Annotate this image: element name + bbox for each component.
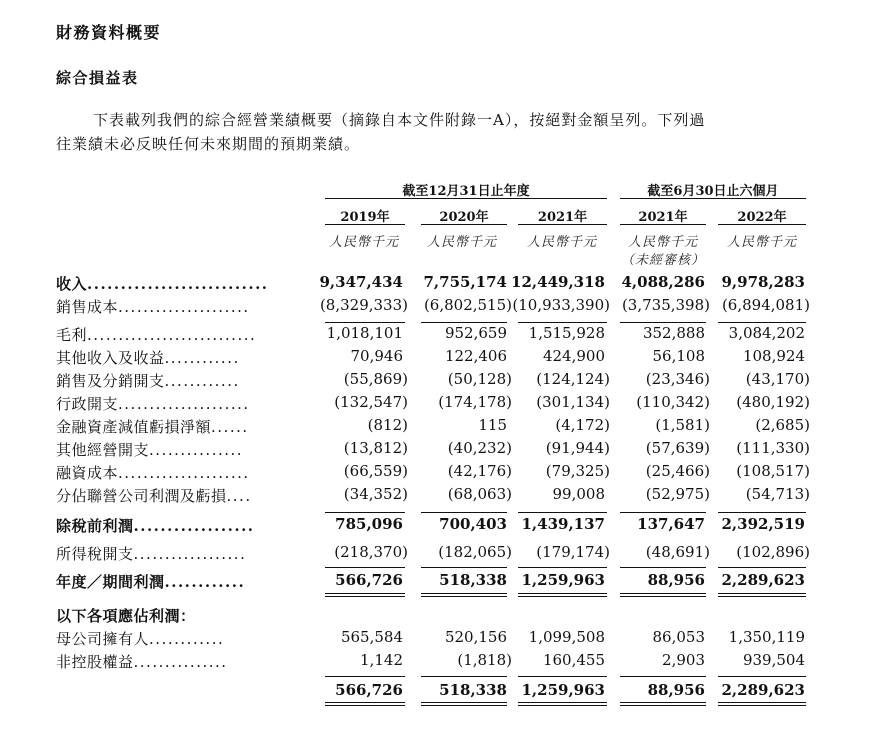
table-cell: 160,455 <box>542 651 605 669</box>
table-cell: (54,713) <box>745 485 810 503</box>
subtotal-rule <box>718 322 806 323</box>
row-label-text: 其他經營開支 <box>56 441 150 459</box>
group-header-halfyear-rule <box>620 198 806 199</box>
group-header-halfyear: 截至6月30日止六個月 <box>647 184 779 199</box>
table-row <box>56 273 816 295</box>
table-row <box>56 485 816 507</box>
table-row <box>56 439 816 461</box>
row-label <box>56 393 306 414</box>
row-label-text: 分佔聯營公司利潤及虧損 <box>56 487 227 505</box>
table-row <box>56 605 816 627</box>
subtotal-rule <box>325 676 405 677</box>
total-double-rule <box>421 593 507 597</box>
table-cell: (3,735,398) <box>621 296 710 314</box>
unit-label: 人民幣千元 <box>526 235 597 250</box>
total-double-rule <box>421 702 507 706</box>
table-cell: (301,134) <box>536 393 610 411</box>
row-label-text: 行政開支 <box>56 395 119 413</box>
table-row <box>56 296 816 318</box>
table-row <box>56 370 816 392</box>
table-cell: (812) <box>367 416 408 434</box>
table-cell: (25,466) <box>645 462 710 480</box>
table-cell: 2,903 <box>662 651 705 669</box>
table-cell: 9,347,434 <box>319 273 403 291</box>
subtotal-rule <box>518 322 607 323</box>
table-cell: 115 <box>478 416 507 434</box>
table-cell: 352,888 <box>642 324 705 342</box>
table-cell: 952,659 <box>444 324 507 342</box>
table-cell: (1,581) <box>655 416 710 434</box>
total-double-rule <box>620 702 706 706</box>
table-cell: 3,084,202 <box>728 324 805 342</box>
table-cell: 424,900 <box>542 347 605 365</box>
year-rule <box>620 224 706 225</box>
table-cell: (43,170) <box>745 370 810 388</box>
total-double-rule <box>325 702 405 706</box>
table-cell: (40,232) <box>447 439 512 457</box>
subtotal-rule <box>421 676 507 677</box>
table-cell: 122,406 <box>444 347 507 365</box>
table-cell: 1,515,928 <box>528 324 605 342</box>
table-cell: (52,975) <box>645 485 710 503</box>
table-cell: (4,172) <box>555 416 610 434</box>
leader-dots: .................. <box>133 545 247 563</box>
row-label <box>56 324 306 345</box>
subtotal-rule <box>620 567 706 568</box>
leader-dots: ............ <box>149 630 225 648</box>
table-cell: (91,944) <box>545 439 610 457</box>
table-row <box>56 462 816 484</box>
table-cell: 56,108 <box>652 347 705 365</box>
year-header-2022-h1: 2022年 <box>737 210 787 225</box>
leader-dots: ...... <box>211 418 249 436</box>
year-header-2019: 2019年 <box>340 210 390 225</box>
table-cell: 88,956 <box>647 571 705 589</box>
leader-dots: ............ <box>164 349 240 367</box>
subtotal-rule <box>620 676 706 677</box>
table-cell: 86,053 <box>652 628 705 646</box>
table-cell: 566,726 <box>335 571 403 589</box>
table-cell: (50,128) <box>447 370 512 388</box>
leader-dots: ..................... <box>118 298 250 316</box>
table-cell: (6,894,081) <box>721 296 810 314</box>
table-cell: 700,403 <box>439 515 507 533</box>
table-cell: 2,289,623 <box>721 571 805 589</box>
subtotal-rule <box>518 676 607 677</box>
unit-label: 人民幣千元 <box>426 235 497 250</box>
table-cell: 1,259,963 <box>521 681 605 699</box>
intro-paragraph <box>56 108 816 156</box>
table-cell: 4,088,286 <box>621 273 705 291</box>
subtotal-rule <box>325 512 405 513</box>
unaudited-label: （未經審核） <box>620 253 705 268</box>
table-row <box>56 515 816 537</box>
row-label <box>56 416 306 437</box>
year-rule <box>518 224 607 225</box>
table-cell: 137,647 <box>637 515 705 533</box>
total-double-rule <box>718 593 806 597</box>
subtotal-rule <box>421 322 507 323</box>
subtotal-rule <box>421 567 507 568</box>
subtotal-rule <box>518 567 607 568</box>
total-double-rule <box>518 702 607 706</box>
table-cell: (1,818) <box>457 651 512 669</box>
table-cell: (8,329,333) <box>319 296 408 314</box>
table-cell: 1,142 <box>360 651 403 669</box>
table-cell: 9,978,283 <box>721 273 805 291</box>
table-cell: 1,099,508 <box>528 628 605 646</box>
row-label-text: 以下各項應佔利潤： <box>56 607 196 625</box>
table-cell: (6,802,515) <box>423 296 512 314</box>
leader-dots: ........................... <box>87 275 269 293</box>
row-label <box>56 571 306 592</box>
row-label <box>56 605 306 626</box>
row-label <box>56 347 306 368</box>
table-cell: 1,259,963 <box>521 571 605 589</box>
row-label-text: 非控股權益 <box>56 653 134 671</box>
unit-label: 人民幣千元 <box>627 235 698 250</box>
year-header-2021: 2021年 <box>537 210 588 225</box>
row-label <box>56 628 306 649</box>
row-label-text: 毛利 <box>56 326 88 344</box>
table-cell: (132,547) <box>334 393 408 411</box>
total-double-rule <box>518 593 607 597</box>
year-header-2020: 2020年 <box>439 210 489 225</box>
table-cell: 2,289,623 <box>721 681 805 699</box>
row-label <box>56 273 306 294</box>
table-cell: 785,096 <box>335 515 403 533</box>
table-row <box>56 571 816 593</box>
row-label <box>56 296 306 317</box>
subtotal-rule <box>325 322 405 323</box>
table-cell: (102,896) <box>736 543 810 561</box>
leader-dots: ............... <box>149 441 244 459</box>
table-cell: (42,176) <box>447 462 512 480</box>
table-row <box>56 651 816 673</box>
table-cell: (34,352) <box>343 485 408 503</box>
table-cell: (2,685) <box>755 416 810 434</box>
table-row <box>56 543 816 565</box>
table-row <box>56 347 816 369</box>
table-cell: (10,933,390) <box>512 296 610 314</box>
total-double-rule <box>620 593 706 597</box>
table-cell: (182,065) <box>438 543 512 561</box>
leader-dots: ............ <box>164 372 240 390</box>
table-cell: (179,174) <box>536 543 610 561</box>
table-cell: (124,124) <box>536 370 610 388</box>
subtotal-rule <box>518 512 607 513</box>
row-label <box>56 462 306 483</box>
row-label-text: 除稅前利潤 <box>56 517 134 535</box>
table-cell: 12,449,318 <box>511 273 605 291</box>
table-cell: (48,691) <box>645 543 710 561</box>
table-cell: 520,156 <box>444 628 507 646</box>
row-label-text: 收入 <box>56 275 88 293</box>
row-label <box>56 485 306 506</box>
row-label-text: 所得稅開支 <box>56 545 134 563</box>
row-label <box>56 370 306 391</box>
group-header-year-rule <box>325 198 607 199</box>
subtotal-rule <box>620 322 706 323</box>
subtotal-rule <box>421 512 507 513</box>
table-cell: (13,812) <box>343 439 408 457</box>
table-cell: (108,517) <box>736 462 810 480</box>
year-header-2021-h1: 2021年 <box>638 210 688 225</box>
intro-line-1: 下表載列我們的綜合經營業績概要（摘錄自本文件附錄一A），按絕對金額呈列。下列過 <box>93 111 706 129</box>
row-label-text: 金融資產減值虧損淨額 <box>56 418 212 436</box>
table-row <box>56 416 816 438</box>
table-cell: (68,063) <box>447 485 512 503</box>
leader-dots: ............ <box>164 573 246 591</box>
row-label <box>56 515 306 536</box>
subtotal-rule <box>718 676 806 677</box>
table-cell: (57,639) <box>645 439 710 457</box>
leader-dots: .... <box>226 487 252 505</box>
year-rule <box>421 224 507 225</box>
leader-dots: ..................... <box>118 395 250 413</box>
row-label-text: 其他收入及收益 <box>56 349 165 367</box>
table-cell: 1,439,137 <box>521 515 605 533</box>
table-cell: 565,584 <box>340 628 403 646</box>
table-cell: 108,924 <box>742 347 805 365</box>
table-row <box>56 324 816 346</box>
table-cell: 518,338 <box>439 571 507 589</box>
subtotal-rule <box>325 567 405 568</box>
table-cell: 2,392,519 <box>721 515 805 533</box>
row-label <box>56 543 306 564</box>
table-cell: (55,869) <box>343 370 408 388</box>
table-cell: (23,346) <box>645 370 710 388</box>
table-cell: 70,946 <box>350 347 403 365</box>
group-header-year: 截至12月31日止年度 <box>402 184 530 199</box>
table-cell: (480,192) <box>736 393 810 411</box>
table-row <box>56 393 816 415</box>
row-label <box>56 439 306 460</box>
leader-dots: ..................... <box>118 464 250 482</box>
row-label-text: 銷售成本 <box>56 298 119 316</box>
table-cell: 7,755,174 <box>423 273 507 291</box>
section-title: 綜合損益表 <box>56 69 139 87</box>
table-cell: 566,726 <box>335 681 403 699</box>
table-cell: (110,342) <box>636 393 710 411</box>
table-cell: (218,370) <box>334 543 408 561</box>
total-double-rule <box>325 593 405 597</box>
table-row <box>56 681 816 703</box>
row-label-text: 母公司擁有人 <box>56 630 150 648</box>
table-cell: (111,330) <box>736 439 810 457</box>
table-cell: 99,008 <box>552 485 605 503</box>
year-rule <box>325 224 405 225</box>
intro-line-2: 往業績未必反映任何未來期間的預期業績。 <box>56 135 361 153</box>
row-label-text: 年度／期間利潤 <box>56 573 165 591</box>
table-row <box>56 628 816 650</box>
leader-dots: ............... <box>133 653 228 671</box>
table-cell: 88,956 <box>647 681 705 699</box>
table-cell: 939,504 <box>742 651 805 669</box>
row-label <box>56 651 306 672</box>
row-label-text: 融資成本 <box>56 464 119 482</box>
row-label-text: 銷售及分銷開支 <box>56 372 165 390</box>
table-cell: (66,559) <box>343 462 408 480</box>
subtotal-rule <box>718 512 806 513</box>
leader-dots: ........................... <box>87 326 257 344</box>
leader-dots: .................. <box>133 517 255 535</box>
subtotal-rule <box>718 567 806 568</box>
table-cell: (79,325) <box>545 462 610 480</box>
unit-label: 人民幣千元 <box>328 235 399 250</box>
table-cell: (174,178) <box>438 393 512 411</box>
page-title: 財務資料概要 <box>56 23 162 42</box>
subtotal-rule <box>620 512 706 513</box>
table-cell: 1,018,101 <box>326 324 403 342</box>
table-cell: 1,350,119 <box>728 628 805 646</box>
unit-label: 人民幣千元 <box>726 235 797 250</box>
year-rule <box>718 224 806 225</box>
table-cell: 518,338 <box>439 681 507 699</box>
total-double-rule <box>718 702 806 706</box>
